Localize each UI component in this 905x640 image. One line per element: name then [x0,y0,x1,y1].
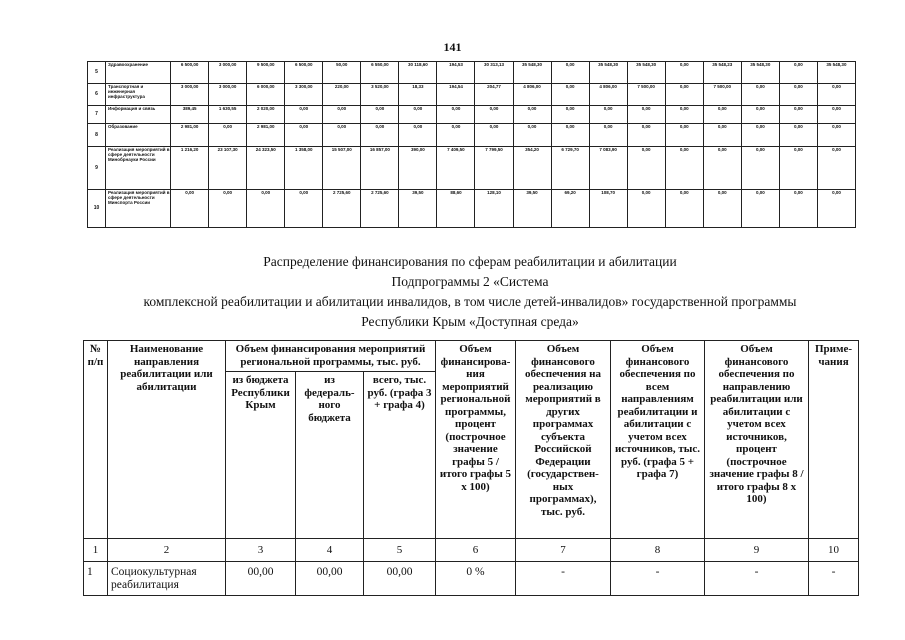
section-heading [110,252,830,332]
top-row-value: 7 799,50 [475,147,513,190]
header-col8: Объем финансового обеспечения по всем направлениям реабилитации и абилитации с учетом всех источников, тыс. руб. (графа 5 + графа 7) [611,341,705,539]
top-row-value: 0,00 [627,124,665,147]
top-row-value: 35 548,30 [817,62,855,84]
top-row-value: 0,00 [665,62,703,84]
top-row-value: 88,60 [437,190,475,228]
header-col10: Приме-чания [809,341,859,539]
top-row-value: 0,00 [817,124,855,147]
top-row-value: 3 000,00 [209,62,247,84]
top-row-value: 35 548,30 [589,62,627,84]
top-row-value: 2 981,00 [247,124,285,147]
top-row-value: 0,00 [589,106,627,124]
top-row-value: 0,00 [665,147,703,190]
top-row-name: Реализация мероприятий в сфере деятельности Минспорта России [106,190,171,228]
top-row-value: 7 409,50 [437,147,475,190]
header-col7: Объем финансового обеспечения на реализацию мероприятий в других программах субъекта Российской Федерации (государствен-ных программах), тыс. руб. [516,341,611,539]
top-row-value: 0,00 [285,190,323,228]
top-row-value: 0,00 [551,124,589,147]
top-row-value: 0,00 [551,84,589,106]
heading-line-3: комплексной реабилитации и абилитации инвалидов, в том числе детей-инвалидов» государственной программы [143,294,797,309]
top-row-value: 0,00 [817,147,855,190]
top-row-value: 0,00 [399,106,437,124]
column-number-cell: 3 [226,539,296,562]
top-row-value: 0,00 [817,84,855,106]
top-row-value: 0,00 [703,124,741,147]
top-table-row [88,106,856,124]
page-number: 141 [443,40,462,54]
top-row-value: 108,70 [589,190,627,228]
top-row-value: 0,00 [209,190,247,228]
top-row-value: 16 857,00 [361,147,399,190]
column-number-cell: 2 [108,539,226,562]
column-number-cell: 1 [84,539,108,562]
top-row-value: 0,00 [779,190,817,228]
top-row-value: 30 118,60 [399,62,437,84]
top-row-value: 18,33 [399,84,437,106]
top-row-value: 0,00 [399,124,437,147]
top-row-value: 4 806,00 [513,84,551,106]
top-row-value: 35 548,30 [741,62,779,84]
top-row-value: 50,00 [323,62,361,84]
top-row-value: 15 507,00 [323,147,361,190]
top-row-value: 0,00 [475,124,513,147]
top-row-value: 24 323,50 [247,147,285,190]
top-row-value: 0,00 [741,124,779,147]
column-number-cell: 4 [296,539,364,562]
top-row-name: Реализация мероприятий в сфере деятельности Минобрнауки России [106,147,171,190]
top-row-value: 0,00 [817,190,855,228]
top-row-value: 1 358,00 [285,147,323,190]
top-row-value: 1 216,20 [171,147,209,190]
top-row-value: 0,00 [779,124,817,147]
top-row-value: 6 000,00 [247,84,285,106]
column-number-cell: 5 [364,539,436,562]
top-row-value: 0,00 [741,84,779,106]
top-row-value: 0,00 [513,106,551,124]
top-row-value: 2 981,00 [171,124,209,147]
top-row-value: 0,00 [779,62,817,84]
top-row-value: 0,00 [665,124,703,147]
row-cell-c6: 0 % [436,562,516,596]
top-row-value: 0,00 [361,106,399,124]
top-row-name: Информация и связь [106,106,171,124]
top-row-value: 0,00 [741,190,779,228]
top-row-value: 0,00 [703,147,741,190]
top-row-value: 2 725,60 [323,190,361,228]
top-row-value: 0,00 [779,84,817,106]
column-numbers-row [84,539,859,562]
top-row-value: 2 020,00 [247,106,285,124]
top-row-value: 7 500,00 [703,84,741,106]
top-row-value: 2 725,60 [361,190,399,228]
top-row-name: Здравоохранение [106,62,171,84]
top-table-row [88,124,856,147]
top-row-value: 128,10 [475,190,513,228]
top-row-value: 35 548,23 [703,62,741,84]
top-row-value: 220,00 [323,84,361,106]
top-row-value: 0,00 [703,106,741,124]
top-row-value: 0,00 [627,147,665,190]
top-row-value: 30 313,13 [475,62,513,84]
top-row-value: 389,45 [171,106,209,124]
top-row-value: 7 500,00 [627,84,665,106]
header-budget-rk: из бюджета Республики Крым [226,372,296,539]
header-total: всего, тыс. руб. (графа 3 + графа 4) [364,372,436,539]
top-row-value: 0,00 [323,124,361,147]
header-num: № п/п [84,341,108,539]
top-row-name: Образование [106,124,171,147]
row-cell-c9: - [705,562,809,596]
top-row-value: 0,00 [361,124,399,147]
top-table-row [88,84,856,106]
top-table-row [88,147,856,190]
table-row [84,562,859,596]
financing-table [83,340,859,596]
top-row-number: 8 [88,124,106,147]
top-row-value: 0,00 [665,84,703,106]
row-cell-c10: - [809,562,859,596]
top-row-value: 69,20 [551,190,589,228]
top-row-value: 0,00 [247,190,285,228]
top-row-value: 6 500,00 [285,62,323,84]
top-row-value: 0,00 [665,190,703,228]
top-row-value: 0,00 [589,124,627,147]
column-number-cell: 10 [809,539,859,562]
top-row-number: 5 [88,62,106,84]
top-row-name: Транспортная и инженерная инфраструктура [106,84,171,106]
top-row-value: 0,00 [703,190,741,228]
top-row-value: 4 806,00 [589,84,627,106]
top-row-number: 7 [88,106,106,124]
top-row-value: 354,20 [513,147,551,190]
top-row-value: 0,00 [209,124,247,147]
top-row-number: 6 [88,84,106,106]
top-row-value: 0,00 [627,106,665,124]
header-col6: Объем финансирова-ния мероприятий региональной программы, процент (построчное значение графы 5 / итого графы 5 x 100) [436,341,516,539]
top-row-value: 3 300,00 [285,84,323,106]
top-row-value: 0,00 [741,147,779,190]
top-row-value: 0,00 [285,106,323,124]
top-row-value: 0,00 [741,106,779,124]
top-row-value: 0,00 [817,106,855,124]
header-col9: Объем финансового обеспечения по направлению реабилитации или абилитации с учетом всех источников, процент (построчное значение графы 8 / итого графы 8 x 100) [705,341,809,539]
top-row-value: 3 000,00 [171,84,209,106]
top-row-value: 194,53 [437,62,475,84]
top-row-value: 204,77 [475,84,513,106]
top-row-number: 10 [88,190,106,228]
top-row-value: 390,00 [399,147,437,190]
column-number-cell: 9 [705,539,809,562]
column-number-cell: 8 [611,539,705,562]
top-row-value: 0,00 [513,124,551,147]
top-row-value: 0,00 [779,147,817,190]
top-row-value: 0,00 [779,106,817,124]
top-row-value: 6 550,00 [361,62,399,84]
heading-line-4: Республики Крым «Доступная среда» [361,314,579,329]
top-row-value: 35 548,30 [627,62,665,84]
row-cell-c3: 00,00 [226,562,296,596]
header-federal-budget: из федераль-ного бюджета [296,372,364,539]
top-row-value: 0,00 [437,106,475,124]
top-row-value: 0,00 [551,106,589,124]
row-cell-c7: - [516,562,611,596]
top-row-value: 0,00 [437,124,475,147]
top-table-row [88,62,856,84]
row-cell-c8: - [611,562,705,596]
top-row-value: 1 630,55 [209,106,247,124]
row-cell-name: Социокультурная реабилитация [108,562,226,596]
row-cell-c4: 00,00 [296,562,364,596]
top-row-value: 7 083,90 [589,147,627,190]
top-row-value: 0,00 [323,106,361,124]
top-row-value: 0,00 [285,124,323,147]
top-row-value: 0,00 [627,190,665,228]
top-row-value: 6 500,00 [171,62,209,84]
top-row-value: 6 729,70 [551,147,589,190]
previous-page-table [87,61,856,228]
heading-line-1: Распределение финансирования по сферам реабилитации и абилитации [263,254,677,269]
top-row-value: 0,00 [665,106,703,124]
header-name: Наименование направления реабилитации или абилитации [108,341,226,539]
top-row-value: 39,50 [513,190,551,228]
header-group-financing: Объем финансирования мероприятий региональной программы, тыс. руб. [226,341,436,372]
heading-line-2: Подпрограммы 2 «Система [391,274,549,289]
top-row-number: 9 [88,147,106,190]
top-row-value: 23 107,30 [209,147,247,190]
row-cell-c5: 00,00 [364,562,436,596]
top-row-value: 35 548,30 [513,62,551,84]
top-row-value: 0,00 [171,190,209,228]
top-row-value: 0,00 [551,62,589,84]
top-row-value: 39,50 [399,190,437,228]
top-row-value: 9 500,00 [247,62,285,84]
top-row-value: 194,54 [437,84,475,106]
column-number-cell: 6 [436,539,516,562]
top-table-row [88,190,856,228]
top-row-value: 0,00 [475,106,513,124]
top-row-value: 3 520,00 [361,84,399,106]
column-number-cell: 7 [516,539,611,562]
row-cell-num: 1 [84,562,108,596]
top-row-value: 3 000,00 [209,84,247,106]
